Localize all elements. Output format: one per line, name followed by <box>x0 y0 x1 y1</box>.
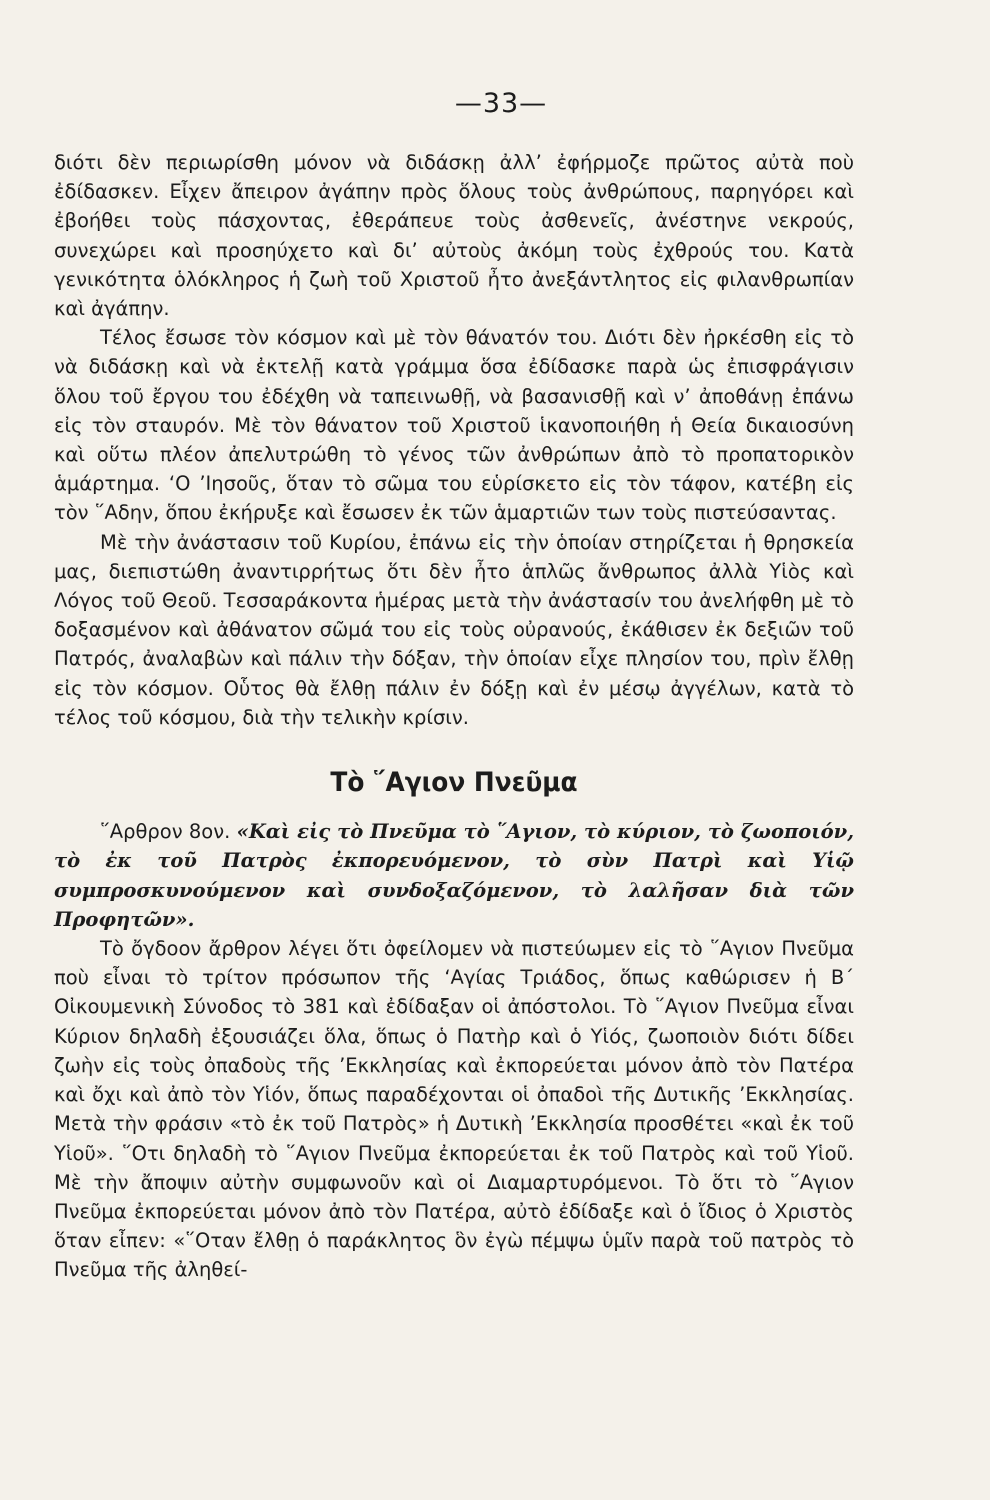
section-heading: Τὸ ῞Αγιον Πνεῦμα <box>330 767 578 799</box>
paragraph-3: Μὲ τὴν ἀνάστασιν τοῦ Κυρίου, ἐπάνω εἰς τὴν ὁποίαν στηρίζεται ἡ θρησκεία μας, διεπιστώθη ἀναντιρρήτως ὅτι δὲν ἦτο ἁπλῶς ἄνθρωπος ἀλλὰ Υἱὸς καὶ Λόγος τοῦ Θεοῦ. Τεσσαράκοντα ἡμέρας μετὰ τὴν ἀνάστασίν του ἀνελήφθη μὲ τὸ δοξασμένον καὶ ἀθάνατον σῶμά του εἰς τοὺς οὐρανούς, ἐκάθισεν ἐκ δεξιῶν τοῦ Πατρός, ἀναλαβὼν καὶ πάλιν τὴν δόξαν, τὴν ὁποίαν εἶχε πλησίον του, πρὶν ἔλθῃ εἰς τὸν κόσμον. Οὗτος θὰ ἔλθῃ πάλιν ἐν δόξῃ καὶ ἐν μέσῳ ἀγγέλων, κατὰ τὸ τέλος τοῦ κόσμου, διὰ τὴν τελικὴν κρίσιν. <box>54 530 854 729</box>
article-paragraph <box>54 817 854 934</box>
page-number-text: —33— <box>454 88 548 119</box>
body-text <box>54 148 854 1285</box>
page-number <box>0 88 990 119</box>
article-quote: «Καὶ εἰς τὸ Πνεῦμα τὸ ῞Αγιον, τὸ κύριον, τὸ ζωοποιόν, τὸ ἐκ τοῦ Πατρὸς ἐκπορευόμενον, τὸ σὺν Πατρὶ καὶ Υἱῷ συμπροσκυνούμενον καὶ συνδοξαζόμενον, τὸ λαλῆσαν διὰ τῶν Προφητῶν». <box>54 820 854 931</box>
paragraph-2: Τέλος ἔσωσε τὸν κόσμον καὶ μὲ τὸν θάνατόν του. Διότι δὲν ἠρκέσθη εἰς τὸ νὰ διδάσκῃ καὶ νὰ ἐκτελῇ κατὰ γράμμα ὅσα ἐδίδασκε παρὰ ὡς ἐπισφράγισιν ὅλου τοῦ ἔργου του ἐδέχθη νὰ ταπεινωθῇ, νὰ βασανισθῇ καὶ ν’ ἀποθάνῃ ἐπάνω εἰς τὸν σταυρόν. Μὲ τὸν θάνατον τοῦ Χριστοῦ ἱκανοποιήθη ἡ Θεία δικαιοσύνη καὶ οὕτω πλέον ἀπελυτρώθη τὸ γένος τῶν ἀνθρώπων ἀπὸ τὸ προπατορικὸν ἁμάρτημα. ‘Ο ’Ιησοῦς, ὅταν τὸ σῶμα του εὑρίσκετο εἰς τὸν τάφον, κατέβη εἰς τὸν ῞Αδην, ὅπου ἐκήρυξε καὶ ἔσωσεν ἐκ τῶν ἁμαρτιῶν των τοὺς πιστεύσαντας. <box>54 326 854 525</box>
paragraph-1: διότι δὲν περιωρίσθη μόνον νὰ διδάσκῃ ἀλλ’ ἐφήρμοζε πρῶτος αὐτὰ ποὺ ἐδίδασκεν. Εἶχεν ἄπειρον ἀγάπην πρὸς ὅλους τοὺς ἀνθρώπους, παρηγόρει καὶ ἐβοήθει τοὺς πάσχοντας, ἐθεράπευε τοὺς ἀσθενεῖς, ἀνέστηνε νεκρούς, συνεχώρει καὶ προσηύχετο καὶ δι’ αὐτοὺς ἀκόμη τοὺς ἐχθρούς του. Κατὰ γενικότητα ὁλόκληρος ἡ ζωὴ τοῦ Χριστοῦ ἦτο ἀνεξάντλητος εἰς φιλανθρωπίαν καὶ ἀγάπην. <box>54 151 854 321</box>
article-prefix: ῞Αρθρον 8ον. <box>100 820 231 844</box>
paragraph-4: Τὸ ὄγδοον ἄρθρον λέγει ὅτι ὀφείλομεν νὰ πιστεύωμεν εἰς τὸ ῞Αγιον Πνεῦμα ποὺ εἶναι τὸ τρίτον πρόσωπον τῆς ‘Αγίας Τριάδος, ὅπως καθώρισεν ἡ Β΄ Οἰκουμενικὴ Σύνοδος τὸ 381 καὶ ἐδίδαξαν οἱ ἀπόστολοι. Τὸ ῞Αγιον Πνεῦμα εἶναι Κύριον δηλαδὴ ἐξουσιάζει ὅλα, ὅπως ὁ Πατὴρ καὶ ὁ Υἱός, ζωοποιὸν διότι δίδει ζωὴν εἰς τοὺς ὀπαδοὺς τῆς ’Εκκλησίας καὶ ἐκπορεύεται μόνον ἀπὸ τὸν Πατέρα καὶ ὄχι καὶ ἀπὸ τὸν Υἱόν, ὅπως παραδέχονται οἱ ὀπαδοὶ τῆς Δυτικῆς ’Εκκλησίας. Μετὰ τὴν φράσιν «τὸ ἐκ τοῦ Πατρὸς» ἡ Δυτικὴ ’Εκκλησία προσθέτει «καὶ ἐκ τοῦ Υἱοῦ». ῞Οτι δηλαδὴ τὸ ῞Αγιον Πνεῦμα ἐκπορεύεται ἐκ τοῦ Πατρὸς καὶ τοῦ Υἱοῦ. Μὲ τὴν ἄποψιν αὐτὴν συμφωνοῦν καὶ οἱ Διαμαρτυρόμενοι. Τὸ ὅτι τὸ ῞Αγιον Πνεῦμα ἐκπορεύεται μόνον ἀπὸ τὸν Πατέρα, αὐτὸ ἐδίδαξε καὶ ὁ ἴδιος ὁ Χριστὸς ὅταν εἶπεν: «῞Οταν ἔλθῃ ὁ παράκλητος ὃν ἐγὼ πέμψω ὑμῖν παρὰ τοῦ πατρὸς τὸ Πνεῦμα τῆς ἀληθεί- <box>54 937 854 1282</box>
